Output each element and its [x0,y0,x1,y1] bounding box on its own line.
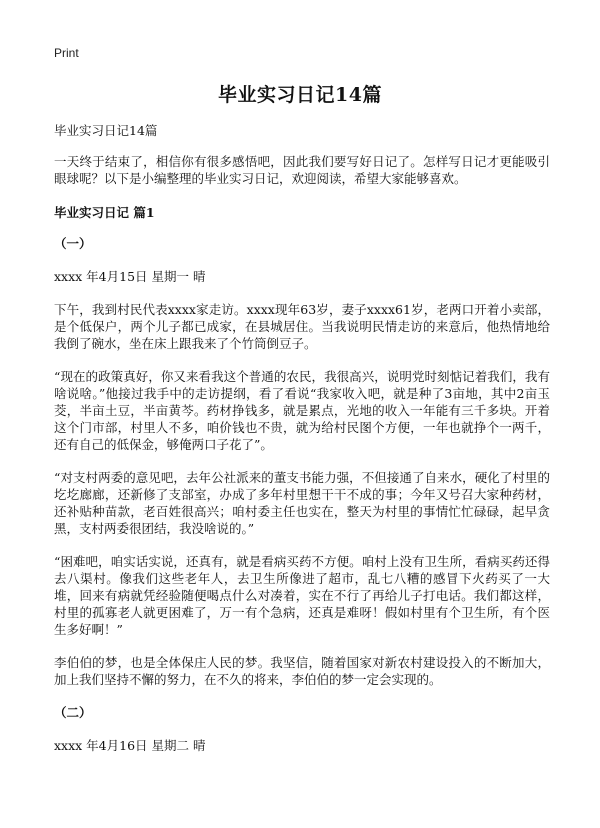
print-link[interactable]: Print [54,46,79,60]
body-paragraph: “现在的政策真好，你又来看我这个普通的农民，我很高兴，说明党时刻惦记着我们，我有啥说啥。”他接过我手中的走访提纲，看了看说“我家收入吧，就是种了3亩地，其中2亩玉茭，半亩土豆，半亩黄芩。药材挣钱多，就是累点，光地的收入一年能有三千多块。开着这个门市部，村里人不多，咱价钱也不贵，就为给村民图个方便，一年也就挣个一两千，还有自己的低保金，够俺两口子花了”。 [54,369,550,452]
body-paragraph: 李伯伯的梦，也是全体保庄人民的梦。我坚信，随着国家对新农村建设投入的不断加大，加上我们坚持不懈的努力，在不久的将来，李伯伯的梦一定会实现的。 [54,655,550,687]
body-paragraph: 下午，我到村民代表xxxx家走访。xxxx现年63岁，妻子xxxx61岁，老两口开着小卖部，是个低保户，两个儿子都已成家，在县城居住。当我说明民情走访的来意后，他热情地给我倒了碗水，坐在床上跟我来了个竹筒倒豆子。 [54,302,550,351]
body-paragraph: “对支村两委的意见吧，去年公社派来的董支书能力强，不但接通了自来水，硬化了村里的圪圪廊廊，还新修了支部室，办成了多年村里想干干不成的事；今年又号召大家种药材，还补贴种苗款，老百姓很高兴；咱村委主任也实在，整天为村里的事情忙忙碌碌，起早贪黑，支村两委很团结，我没啥说的。” [54,470,550,536]
section-heading: 毕业实习日记 篇1 [54,205,155,220]
document-title: 毕业实习日记14篇 [218,84,382,106]
document-body [54,122,550,770]
part-label-1: （一） [54,236,92,251]
intro-paragraph: 一天终于结束了，相信你有很多感悟吧，因此我们要写好日记了。怎样写日记才更能吸引眼球呢？以下是小编整理的毕业实习日记，欢迎阅读，希望大家能够喜欢。 [54,154,550,186]
diary-date-2: xxxx 年4月16日 星期二 晴 [54,738,206,753]
document-subtitle: 毕业实习日记14篇 [54,123,158,138]
part-label-2: （二） [54,705,92,720]
body-paragraph: “困难吧，咱实话实说，还真有，就是看病买药不方便。咱村上没有卫生所，看病买药还得去八渠村。像我们这些老年人，去卫生所像进了超市，乱七八糟的感冒下火药买了一大堆，回来有病就凭经验随便喝点什么对凑着，实在不行了再给儿子打电话。我们都这样，村里的孤寡老人就更困难了，万一有个急病，还真是难呀！假如村里有个卫生所，有个医生多好啊！” [54,554,550,637]
diary-date-1: xxxx 年4月15日 星期一 晴 [54,269,206,284]
